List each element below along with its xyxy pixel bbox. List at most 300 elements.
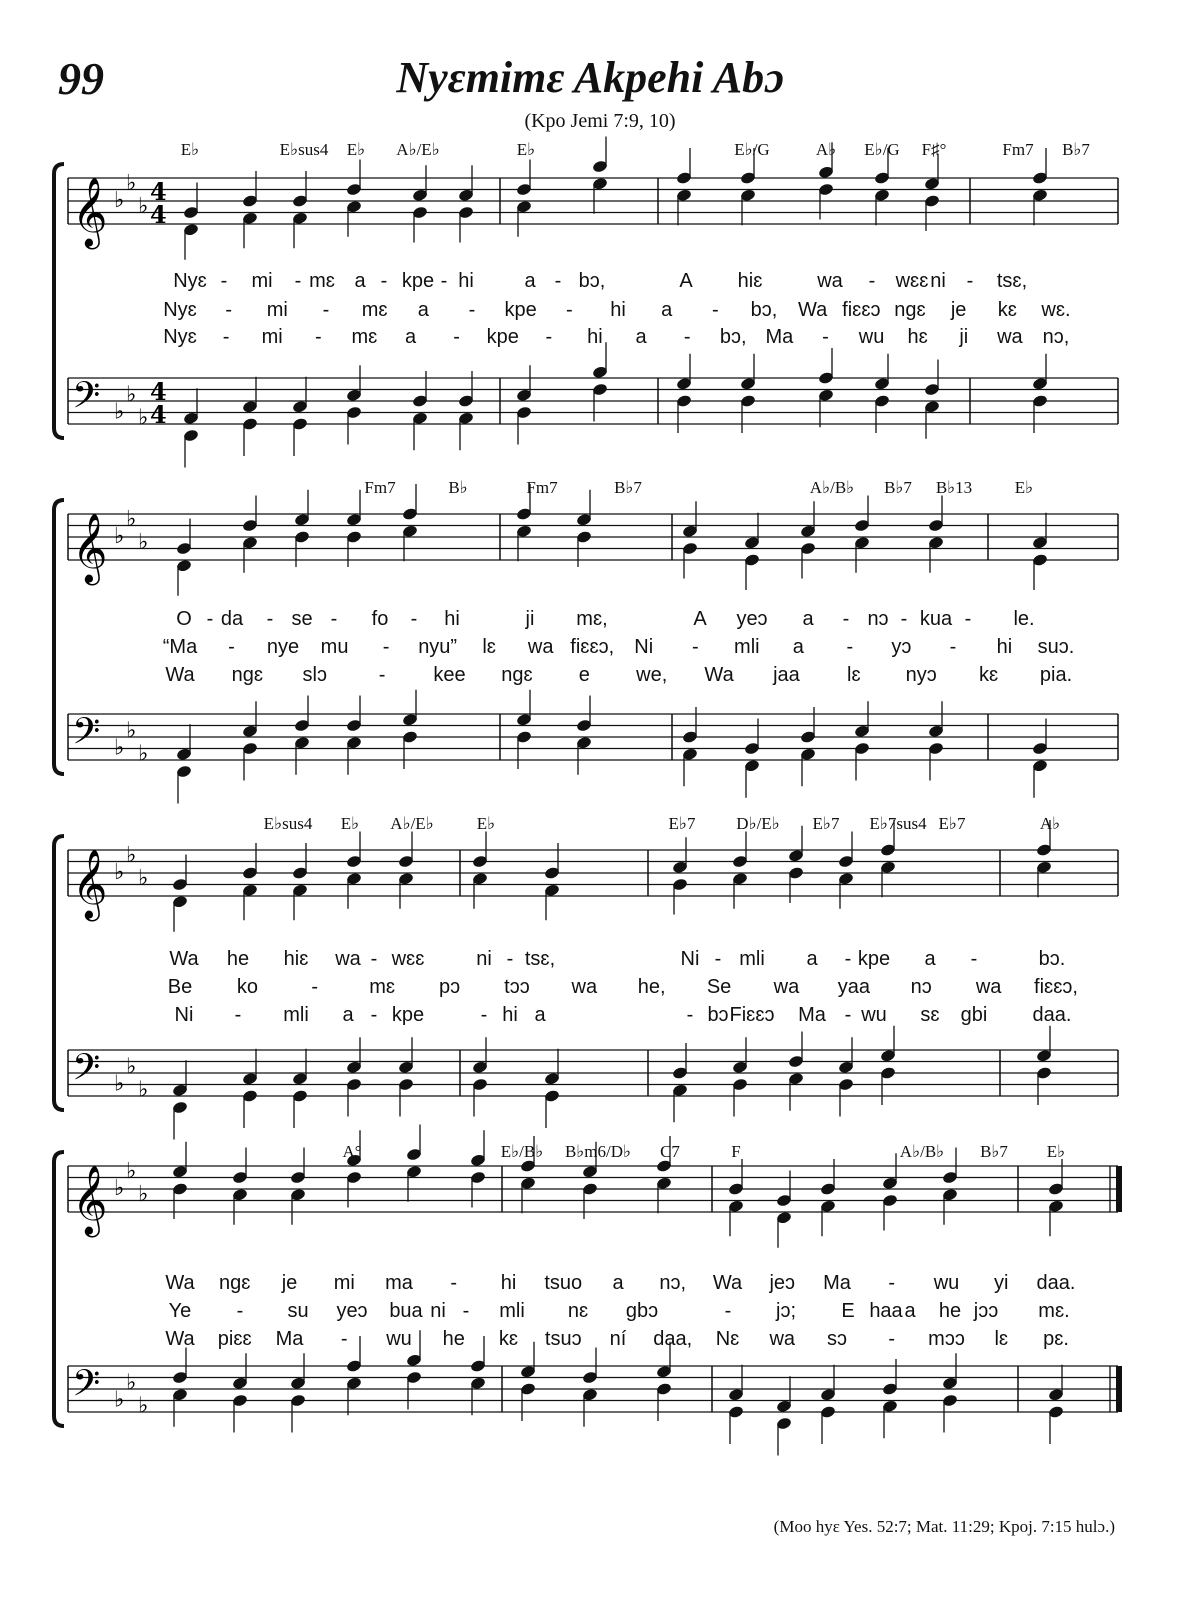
- lyric-syllable: mli: [734, 636, 760, 658]
- key-signature-flat: ♭: [138, 865, 149, 891]
- lyric-hyphen: -: [900, 608, 908, 630]
- lyric-syllable: Wa: [165, 1328, 195, 1350]
- lyric-syllable: bɔ,: [719, 326, 747, 348]
- lyric-hyphen: -: [844, 1004, 852, 1026]
- lyric-syllable: mli: [283, 1004, 309, 1026]
- lyric-syllable: Ni: [634, 636, 654, 658]
- chord-symbol: B♭7: [614, 478, 642, 497]
- lyric-line-verse-3: [0, 326, 1200, 352]
- lyric-syllable: ní: [609, 1328, 627, 1350]
- chord-symbol: E♭sus4: [279, 140, 329, 159]
- lyric-syllable: fiɛɛɔ: [842, 299, 881, 321]
- lyric-syllable: O: [176, 608, 192, 630]
- lyric-syllable: wa: [571, 976, 598, 998]
- key-signature-flat: ♭: [126, 1158, 137, 1184]
- chord-symbol: B♭7: [980, 1142, 1008, 1161]
- time-signature-bottom: 4: [150, 200, 167, 229]
- lyric-syllable: e: [578, 664, 590, 686]
- lyric-hyphen: -: [844, 948, 852, 970]
- lyric-syllable: Wa: [165, 1272, 195, 1294]
- chord-row: [0, 1142, 1200, 1166]
- chord-symbol: E♭: [1046, 1142, 1066, 1161]
- lyric-syllable: yeɔ: [336, 1300, 368, 1322]
- lyric-syllable: mɛ: [309, 270, 335, 292]
- lyric-syllable: kua: [919, 608, 953, 630]
- lyric-syllable: hi: [458, 270, 474, 292]
- lyric-line-verse-1: [0, 270, 1200, 296]
- key-signature-flat: ♭: [114, 188, 125, 213]
- lyric-syllable: se: [291, 608, 313, 630]
- chord-symbol: A°: [342, 1142, 362, 1161]
- chord-symbol: E♭: [1014, 478, 1034, 497]
- lyric-syllable: a: [524, 270, 536, 292]
- chord-symbol: E♭: [476, 814, 496, 833]
- chord-symbol: E♭: [346, 140, 366, 159]
- time-signature-top: 4: [150, 377, 167, 406]
- lyric-syllable: ngɛ: [231, 664, 264, 686]
- chord-symbol: E♭/G: [864, 140, 900, 159]
- lyric-syllable: mli: [739, 948, 765, 970]
- bass-clef: 𝄢: [72, 1362, 101, 1414]
- treble-clef: 𝄞: [72, 1165, 108, 1235]
- lyric-hyphen: -: [453, 326, 460, 348]
- lyric-hyphen: -: [480, 1004, 488, 1026]
- hymn-title-text: Nyɛmimɛ Akpehi Abɔ: [396, 53, 784, 102]
- treble-clef: 𝄞: [72, 513, 108, 583]
- lyric-syllable: kɛ: [997, 299, 1017, 321]
- lyric-syllable: sɔ: [827, 1328, 847, 1350]
- chord-symbol: A♭: [815, 140, 837, 159]
- lyric-hyphen: -: [266, 608, 274, 630]
- lyric-hyphen: -: [888, 1328, 896, 1350]
- chord-symbol: E♭: [516, 140, 536, 159]
- lyric-syllable: a: [924, 948, 936, 970]
- lyric-syllable: nyɔ: [905, 664, 937, 686]
- lyric-syllable: wa: [335, 948, 361, 970]
- lyric-syllable: ni: [430, 1300, 446, 1322]
- bass-clef: 𝄢: [72, 374, 101, 426]
- lyric-hyphen: -: [370, 1004, 378, 1026]
- key-signature-flat: ♭: [114, 1387, 125, 1413]
- lyric-syllable: nɔ,: [1042, 326, 1070, 348]
- treble-clef: 𝄞: [72, 177, 108, 247]
- lyric-hyphen: -: [220, 270, 228, 292]
- lyric-line-verse-2: [0, 636, 1200, 662]
- key-signature-flat: ♭: [114, 524, 125, 549]
- lyric-hyphen: -: [311, 976, 319, 998]
- lyric-syllable: mɛ: [361, 299, 388, 321]
- lyric-syllable: kpe: [391, 1004, 425, 1026]
- lyric-hyphen: -: [966, 270, 974, 292]
- key-signature-flat: ♭: [126, 506, 137, 532]
- lyric-syllable: he: [442, 1328, 465, 1350]
- key-signature-flat: ♭: [126, 1370, 137, 1396]
- bass-clef: 𝄢: [72, 710, 101, 762]
- lyric-syllable: kpe: [486, 326, 519, 348]
- lyric-syllable: mɛ.: [1038, 1300, 1070, 1322]
- lyric-syllable: pia.: [1039, 664, 1073, 686]
- lyric-syllable: ji: [525, 608, 535, 630]
- lyric-line-verse-1: [0, 1272, 1200, 1298]
- lyric-hyphen: -: [468, 299, 476, 321]
- hymn-number: 99: [58, 53, 104, 104]
- lyric-line-verse-3: [0, 1328, 1200, 1354]
- lyric-syllable: pɛ.: [1043, 1328, 1069, 1350]
- lyric-syllable: A: [693, 608, 707, 630]
- lyric-hyphen: -: [206, 608, 214, 630]
- lyric-syllable: tsɛ,: [524, 948, 556, 970]
- lyric-line-verse-1: [0, 608, 1200, 634]
- lyric-syllable: tɔɔ: [504, 976, 530, 998]
- lyric-hyphen: -: [330, 608, 338, 630]
- lyric-syllable: Nɛ: [715, 1328, 740, 1350]
- lyric-line-verse-2: [0, 1300, 1200, 1326]
- lyric-hyphen: -: [410, 608, 418, 630]
- lyric-syllable: nye: [266, 636, 300, 658]
- lyric-syllable: Wa: [712, 1272, 743, 1294]
- lyric-syllable: Se: [706, 976, 732, 998]
- lyric-hyphen: -: [506, 948, 514, 970]
- lyric-syllable: hɛ: [907, 326, 928, 348]
- lyric-syllable: hi: [587, 326, 603, 348]
- lyric-syllable: a: [534, 1004, 546, 1026]
- lyric-syllable: kee: [433, 664, 466, 686]
- lyric-hyphen: -: [545, 326, 553, 348]
- lyric-syllable: kpe: [857, 948, 891, 970]
- lyric-syllable: mi: [261, 326, 283, 348]
- lyric-hyphen: -: [949, 636, 957, 658]
- lyric-syllable: A: [679, 270, 693, 292]
- lyric-syllable: slɔ: [302, 664, 327, 686]
- chord-symbol: E♭/G: [734, 140, 770, 159]
- chord-symbol: E♭: [340, 814, 360, 833]
- treble-clef: 𝄞: [72, 849, 108, 919]
- lyric-syllable: haa: [869, 1300, 903, 1322]
- lyric-syllable: fiɛɛɔ,: [1034, 976, 1078, 998]
- chord-symbol: F: [731, 1142, 741, 1161]
- key-signature-flat: ♭: [138, 529, 149, 555]
- key-signature-flat: ♭: [138, 405, 149, 431]
- lyric-syllable: Ni: [680, 948, 700, 970]
- lyric-syllable: nɔ: [910, 976, 932, 998]
- lyric-syllable: wɛ.: [1041, 299, 1071, 321]
- lyric-hyphen: -: [822, 326, 829, 348]
- lyric-syllable: Nyɛ: [173, 270, 207, 292]
- key-signature-flat: ♭: [114, 860, 125, 885]
- lyric-syllable: mɛ: [369, 976, 396, 998]
- lyric-syllable: fiɛɛɔ,: [570, 636, 615, 658]
- lyric-syllable: ngɛ: [219, 1272, 251, 1294]
- chord-symbol: A♭/B♭: [899, 1142, 945, 1161]
- chord-row: [0, 478, 1200, 502]
- lyric-syllable: Wa: [798, 299, 828, 321]
- chord-row: [0, 140, 1200, 164]
- lyric-hyphen: -: [225, 299, 232, 321]
- lyric-syllable: hiɛ: [737, 270, 763, 292]
- chord-symbol: Fm7: [526, 478, 558, 497]
- lyric-syllable: we,: [636, 664, 668, 686]
- chord-symbol: B♭: [448, 478, 468, 497]
- lyric-syllable: ko: [236, 976, 258, 998]
- lyric-syllable: a: [635, 326, 647, 348]
- lyric-hyphen: -: [868, 270, 876, 292]
- lyric-hyphen: -: [370, 948, 378, 970]
- lyric-syllable: Nyɛ: [163, 326, 197, 348]
- key-signature-flat: ♭: [114, 1176, 125, 1201]
- key-signature-flat: ♭: [126, 842, 137, 868]
- lyric-syllable: wu: [861, 1004, 887, 1026]
- lyric-syllable: yi: [994, 1272, 1009, 1294]
- chord-symbol: Fm7: [364, 478, 396, 497]
- lyric-hyphen: -: [234, 1004, 242, 1026]
- lyric-syllable: mi: [266, 299, 288, 321]
- lyric-syllable: wa: [527, 636, 554, 658]
- chord-row: [0, 814, 1200, 838]
- chord-symbol: E♭sus4: [263, 814, 313, 833]
- lyric-syllable: Ma: [798, 1004, 826, 1026]
- chord-symbol: A♭/E♭: [396, 140, 440, 159]
- lyric-syllable: kpe: [504, 299, 537, 321]
- lyric-syllable: mɛ,: [576, 608, 608, 630]
- chord-symbol: F♯°: [921, 140, 947, 159]
- lyric-syllable: wɛɛ: [391, 948, 425, 970]
- lyric-hyphen: -: [888, 1272, 896, 1294]
- lyric-hyphen: -: [380, 270, 388, 292]
- lyric-syllable: tsuo: [544, 1272, 583, 1294]
- lyric-syllable: bua: [389, 1300, 423, 1322]
- lyric-syllable: a: [904, 1300, 916, 1322]
- lyric-hyphen: -: [711, 299, 719, 321]
- chord-symbol: A♭/B♭: [809, 478, 855, 497]
- lyric-syllable: nɔ: [867, 608, 889, 630]
- lyric-syllable: wu: [933, 1272, 960, 1294]
- lyric-syllable: a: [342, 1004, 354, 1026]
- lyric-syllable: je: [281, 1272, 298, 1294]
- lyric-syllable: kɛ: [979, 664, 999, 686]
- chord-symbol: E♭7: [668, 814, 696, 833]
- key-signature-flat: ♭: [138, 1393, 149, 1419]
- lyric-syllable: a: [417, 299, 429, 321]
- lyric-syllable: Wa: [169, 948, 199, 970]
- lyric-syllable: Ni: [174, 1004, 194, 1026]
- lyric-syllable: nɛ: [567, 1300, 589, 1322]
- lyric-syllable: jaa: [773, 664, 800, 686]
- lyric-syllable: daa,: [653, 1328, 693, 1350]
- lyric-syllable: mu: [320, 636, 349, 658]
- chord-symbol: Fm7: [1002, 140, 1034, 159]
- lyric-syllable: ngɛ: [894, 299, 926, 321]
- lyric-hyphen: -: [691, 636, 699, 658]
- lyric-syllable: Ye: [168, 1300, 192, 1322]
- lyric-hyphen: -: [294, 270, 302, 292]
- key-signature-flat: ♭: [126, 382, 137, 408]
- lyric-syllable: wɛɛ: [895, 270, 929, 292]
- key-signature-flat: ♭: [138, 193, 149, 219]
- bass-clef: 𝄢: [72, 1046, 101, 1098]
- lyric-syllable: hi: [500, 1272, 517, 1294]
- chord-symbol: A♭/E♭: [390, 814, 434, 833]
- lyric-syllable: Wa: [165, 664, 195, 686]
- lyric-syllable: Be: [167, 976, 193, 998]
- lyric-syllable: gbɔ: [625, 1300, 659, 1322]
- lyric-hyphen: -: [554, 270, 562, 292]
- lyric-syllable: bɔ,: [578, 270, 606, 292]
- lyric-syllable: nyu”: [418, 636, 458, 658]
- lyric-syllable: Ma: [765, 326, 794, 348]
- chord-symbol: E♭/B♭: [500, 1142, 544, 1161]
- lyric-syllable: kpe: [401, 270, 435, 292]
- key-signature-flat: ♭: [138, 741, 149, 767]
- lyric-line-verse-3: [0, 1004, 1200, 1030]
- lyric-syllable: hi: [996, 636, 1013, 658]
- lyric-syllable: hi: [444, 608, 460, 630]
- lyric-line-verse-2: [0, 299, 1200, 325]
- lyric-syllable: mi: [251, 270, 273, 292]
- lyric-syllable: Nyɛ: [163, 299, 197, 321]
- lyric-syllable: wa: [817, 270, 843, 292]
- scripture-reference: (Kpo Jemi 7:9, 10): [524, 110, 676, 132]
- lyric-syllable: he: [226, 948, 250, 970]
- time-signature-top: 4: [150, 177, 167, 206]
- lyric-syllable: bɔ: [707, 1004, 729, 1026]
- lyric-syllable: ngɛ: [501, 664, 533, 686]
- lyric-hyphen: -: [714, 948, 722, 970]
- key-signature-flat: ♭: [138, 1181, 149, 1207]
- chord-symbol: E♭: [180, 140, 200, 159]
- lyric-syllable: bɔ,: [750, 299, 778, 321]
- lyric-syllable: yɔ: [891, 636, 912, 658]
- lyric-syllable: da: [220, 608, 244, 630]
- lyric-syllable: wa: [769, 1328, 796, 1350]
- lyric-hyphen: -: [340, 1328, 348, 1350]
- lyric-line-verse-1: [0, 948, 1200, 974]
- lyric-syllable: yeɔ: [736, 608, 768, 630]
- lyric-syllable: hi: [502, 1004, 518, 1026]
- lyric-syllable: “Ma: [162, 636, 198, 658]
- lyric-hyphen: -: [378, 664, 386, 686]
- lyric-hyphen: -: [565, 299, 573, 321]
- chord-symbol: B♭13: [935, 478, 973, 497]
- lyric-syllable: he: [938, 1300, 962, 1322]
- key-signature-flat: ♭: [114, 735, 125, 761]
- key-signature-flat: ♭: [114, 1071, 125, 1097]
- lyric-syllable: jɔɔ: [973, 1300, 999, 1322]
- chord-symbol: C7: [660, 1142, 680, 1161]
- lyric-syllable: fo: [371, 608, 389, 630]
- lyric-syllable: Wa: [704, 664, 734, 686]
- lyric-hyphen: -: [222, 326, 230, 348]
- key-signature-flat: ♭: [126, 170, 137, 196]
- final-barline-thick: [1116, 1166, 1122, 1212]
- chord-symbol: B♭7: [1062, 140, 1090, 159]
- lyric-syllable: wu: [858, 326, 885, 348]
- lyric-syllable: ni: [930, 270, 946, 292]
- lyric-syllable: Fiɛɛɔ: [729, 1004, 775, 1026]
- lyric-hyphen: -: [440, 270, 448, 292]
- lyric-syllable: lɛ: [994, 1328, 1009, 1350]
- key-signature-flat: ♭: [126, 1054, 137, 1080]
- lyric-syllable: Ma: [823, 1272, 851, 1294]
- lyric-syllable: wu: [386, 1328, 412, 1350]
- lyric-syllable: bɔ.: [1038, 948, 1066, 970]
- lyric-syllable: gbi: [960, 1004, 988, 1026]
- lyric-syllable: hi: [610, 299, 626, 321]
- lyric-syllable: a: [792, 636, 804, 658]
- lyric-hyphen: -: [683, 326, 691, 348]
- chord-symbol: A♭: [1039, 814, 1061, 833]
- key-signature-flat: ♭: [126, 718, 137, 744]
- lyric-syllable: E: [841, 1300, 855, 1322]
- lyric-hyphen: -: [846, 636, 854, 658]
- lyric-syllable: Ma: [275, 1328, 304, 1350]
- lyric-syllable: sɛ: [920, 1004, 940, 1026]
- lyric-syllable: wa: [773, 976, 800, 998]
- time-signature-bottom: 4: [150, 400, 167, 429]
- lyric-syllable: piɛɛ: [217, 1328, 252, 1350]
- lyric-syllable: tsuɔ: [544, 1328, 582, 1350]
- lyric-syllable: kɛ: [498, 1328, 519, 1350]
- lyric-syllable: mi: [333, 1272, 355, 1294]
- lyric-syllable: suɔ.: [1037, 636, 1075, 658]
- lyric-syllable: a: [661, 299, 673, 321]
- lyric-hyphen: -: [314, 326, 322, 348]
- lyric-hyphen: -: [450, 1272, 458, 1294]
- lyric-syllable: ma: [385, 1272, 413, 1294]
- lyric-syllable: wa: [975, 976, 1002, 998]
- chord-symbol: B♭m6/D♭: [564, 1142, 632, 1161]
- lyric-syllable: a: [612, 1272, 624, 1294]
- lyric-syllable: ji: [959, 326, 969, 348]
- chord-symbol: D♭/E♭: [736, 814, 780, 833]
- lyric-syllable: wa: [997, 326, 1023, 348]
- lyric-hyphen: -: [322, 299, 330, 321]
- lyric-syllable: ni: [476, 948, 492, 970]
- chord-symbol: E♭7: [812, 814, 840, 833]
- lyric-syllable: je: [950, 299, 967, 321]
- lyric-hyphen: -: [228, 636, 235, 658]
- lyric-syllable: le.: [1013, 608, 1035, 630]
- lyric-syllable: hiɛ: [283, 948, 309, 970]
- lyric-syllable: a: [802, 608, 814, 630]
- lyric-syllable: tsɛ,: [996, 270, 1028, 292]
- final-barline-thick: [1116, 1366, 1122, 1412]
- lyric-syllable: pɔ: [438, 976, 461, 998]
- lyric-hyphen: -: [724, 1300, 732, 1322]
- lyric-syllable: daa.: [1032, 1004, 1072, 1026]
- chord-symbol: E♭7: [938, 814, 966, 833]
- lyric-syllable: a: [806, 948, 818, 970]
- lyric-syllable: mɔɔ: [928, 1328, 965, 1350]
- lyric-hyphen: -: [236, 1300, 244, 1322]
- lyric-line-verse-2: [0, 976, 1200, 1002]
- lyric-hyphen: -: [382, 636, 390, 658]
- lyric-syllable: a: [404, 326, 417, 348]
- chord-symbol: E♭7sus4: [869, 814, 927, 833]
- lyric-syllable: he,: [637, 976, 666, 998]
- lyric-syllable: lɛ: [847, 664, 861, 686]
- lyric-syllable: yaa: [837, 976, 870, 998]
- lyric-hyphen: -: [964, 608, 972, 630]
- lyric-syllable: lɛ: [482, 636, 496, 658]
- lyric-line-verse-3: [0, 664, 1200, 690]
- lyric-syllable: nɔ,: [659, 1272, 687, 1294]
- key-signature-flat: ♭: [138, 1077, 149, 1103]
- lyric-syllable: daa.: [1036, 1272, 1076, 1294]
- lyric-hyphen: -: [686, 1004, 694, 1026]
- lyric-syllable: mɛ: [351, 326, 378, 348]
- lyric-hyphen: -: [462, 1300, 470, 1322]
- lyric-syllable: jeɔ: [769, 1272, 796, 1294]
